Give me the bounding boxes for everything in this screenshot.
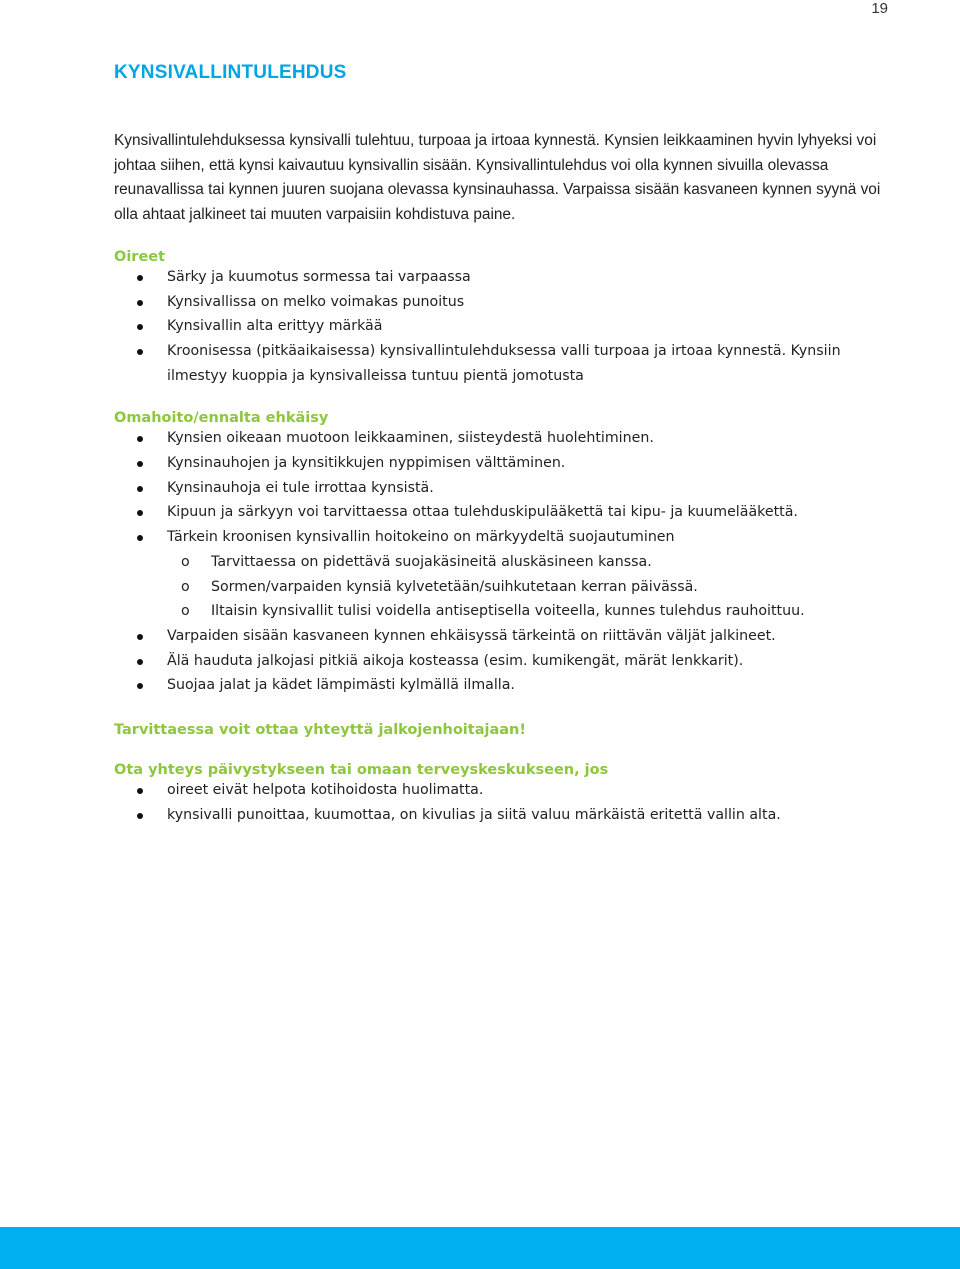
list-item bbox=[114, 290, 894, 315]
document-body bbox=[114, 62, 894, 827]
bullet-icon bbox=[137, 300, 143, 306]
contact-section bbox=[114, 762, 894, 827]
bullet-icon bbox=[137, 461, 143, 467]
list-item bbox=[114, 624, 894, 649]
bullet-icon bbox=[137, 659, 143, 665]
bullet-icon bbox=[137, 486, 143, 492]
symptoms-section bbox=[114, 249, 894, 389]
list-item bbox=[114, 525, 894, 624]
bullet-icon bbox=[137, 349, 143, 355]
contact-list bbox=[114, 778, 894, 827]
list-item bbox=[114, 339, 894, 388]
symptoms-heading: Oireet bbox=[114, 248, 166, 265]
list-item-text: Älä hauduta jalkojasi pitkiä aikoja kosteassa (esim. kumikengät, märät lenkkarit). bbox=[167, 652, 744, 669]
list-item bbox=[114, 451, 894, 476]
list-item bbox=[114, 500, 894, 525]
bullet-icon bbox=[137, 813, 143, 819]
bullet-icon bbox=[137, 634, 143, 640]
list-item-text: Kipuun ja särkyyn voi tarvittaessa ottaa tulehduskipulääkettä tai kipu- ja kuumelääkettä. bbox=[167, 504, 798, 521]
list-item-text: Kroonisessa (pitkäaikaisessa) kynsivallintulehduksessa valli turpoaa ja irtoaa kynnestä. Kynsiin ilmestyy kuoppia ja kynsivalleissa tuntuu pientä jomotusta bbox=[167, 342, 841, 384]
footcare-note: Tarvittaessa voit ottaa yhteyttä jalkojenhoitajaan! bbox=[114, 722, 526, 739]
list-item-text: Kynsinauhojen ja kynsitikkujen nyppimisen välttäminen. bbox=[167, 455, 566, 472]
bullet-icon bbox=[137, 324, 143, 330]
selfcare-heading: Omahoito/ennalta ehkäisy bbox=[114, 410, 329, 427]
page-title: KYNSIVALLINTULEHDUS bbox=[114, 62, 347, 83]
bullet-icon bbox=[137, 275, 143, 281]
sub-bullet-icon: o bbox=[181, 603, 190, 620]
list-item-text: Kynsivallin alta erittyy märkää bbox=[167, 318, 383, 335]
sub-list-item bbox=[167, 550, 894, 575]
bullet-icon bbox=[137, 788, 143, 794]
list-item bbox=[114, 803, 894, 828]
sub-bullet-icon: o bbox=[181, 553, 190, 570]
list-item-text: Suojaa jalat ja kädet lämpimästi kylmällä ilmalla. bbox=[167, 677, 515, 694]
selfcare-list bbox=[114, 426, 894, 698]
list-item bbox=[114, 265, 894, 290]
list-item-text: Särky ja kuumotus sormessa tai varpaassa bbox=[167, 268, 471, 285]
bullet-icon bbox=[137, 535, 143, 541]
selfcare-section bbox=[114, 410, 894, 698]
sub-list bbox=[167, 550, 894, 624]
list-item bbox=[114, 314, 894, 339]
list-item bbox=[114, 778, 894, 803]
list-item bbox=[114, 476, 894, 501]
list-item-text: kynsivalli punoittaa, kuumottaa, on kivulias ja siitä valuu märkäistä eritettä vallin alta. bbox=[167, 806, 781, 823]
list-item-text: Tarvittaessa on pidettävä suojakäsineitä aluskäsineen kanssa. bbox=[211, 553, 652, 570]
contact-heading: Ota yhteys päivystykseen tai omaan terveyskeskukseen, jos bbox=[114, 762, 609, 779]
bullet-icon bbox=[137, 436, 143, 442]
list-item bbox=[114, 426, 894, 451]
list-item-text: Tärkein kroonisen kynsivallin hoitokeino on märkyydeltä suojautuminen bbox=[167, 529, 675, 546]
list-item bbox=[114, 649, 894, 674]
list-item-text: Kynsinauhoja ei tule irrottaa kynsistä. bbox=[167, 479, 434, 496]
list-item-text: Varpaiden sisään kasvaneen kynnen ehkäisyssä tärkeintä on riittävän väljät jalkineet. bbox=[167, 627, 776, 644]
list-item-text: Kynsivallissa on melko voimakas punoitus bbox=[167, 293, 465, 310]
list-item-text: Kynsien oikeaan muotoon leikkaaminen, siisteydestä huolehtiminen. bbox=[167, 430, 654, 447]
footer-bar bbox=[0, 1227, 960, 1269]
sub-list-item bbox=[167, 575, 894, 600]
list-item-text: Iltaisin kynsivallit tulisi voidella antiseptisella voiteella, kunnes tulehdus rauhoittuu. bbox=[211, 603, 805, 620]
bullet-icon bbox=[137, 510, 143, 516]
symptoms-list bbox=[114, 265, 894, 389]
list-item bbox=[114, 673, 894, 698]
sub-list-item bbox=[167, 599, 894, 624]
sub-bullet-icon: o bbox=[181, 578, 190, 595]
intro-paragraph: Kynsivallintulehduksessa kynsivalli tulehtuu, turpoaa ja irtoaa kynnestä. Kynsien leikkaaminen hyvin lyhyeksi voi johtaa siihen, että kynsi kaivautuu kynsivallin sisään. Kynsivallintulehdus voi olla kynnen sivuilla olevassa reunavallissa tai kynnen juuren suojana olevassa kynsinauhassa. Varpaissa sisään kasvaneen kynnen syynä voi olla ahtaat jalkineet tai muuten varpaisiin kohdistuva paine. bbox=[114, 132, 881, 224]
page-number: 19 bbox=[871, 0, 888, 17]
list-item-text: oireet eivät helpota kotihoidosta huolimatta. bbox=[167, 782, 484, 799]
list-item-text: Sormen/varpaiden kynsiä kylvetetään/suihkutetaan kerran päivässä. bbox=[211, 578, 698, 595]
bullet-icon bbox=[137, 683, 143, 689]
